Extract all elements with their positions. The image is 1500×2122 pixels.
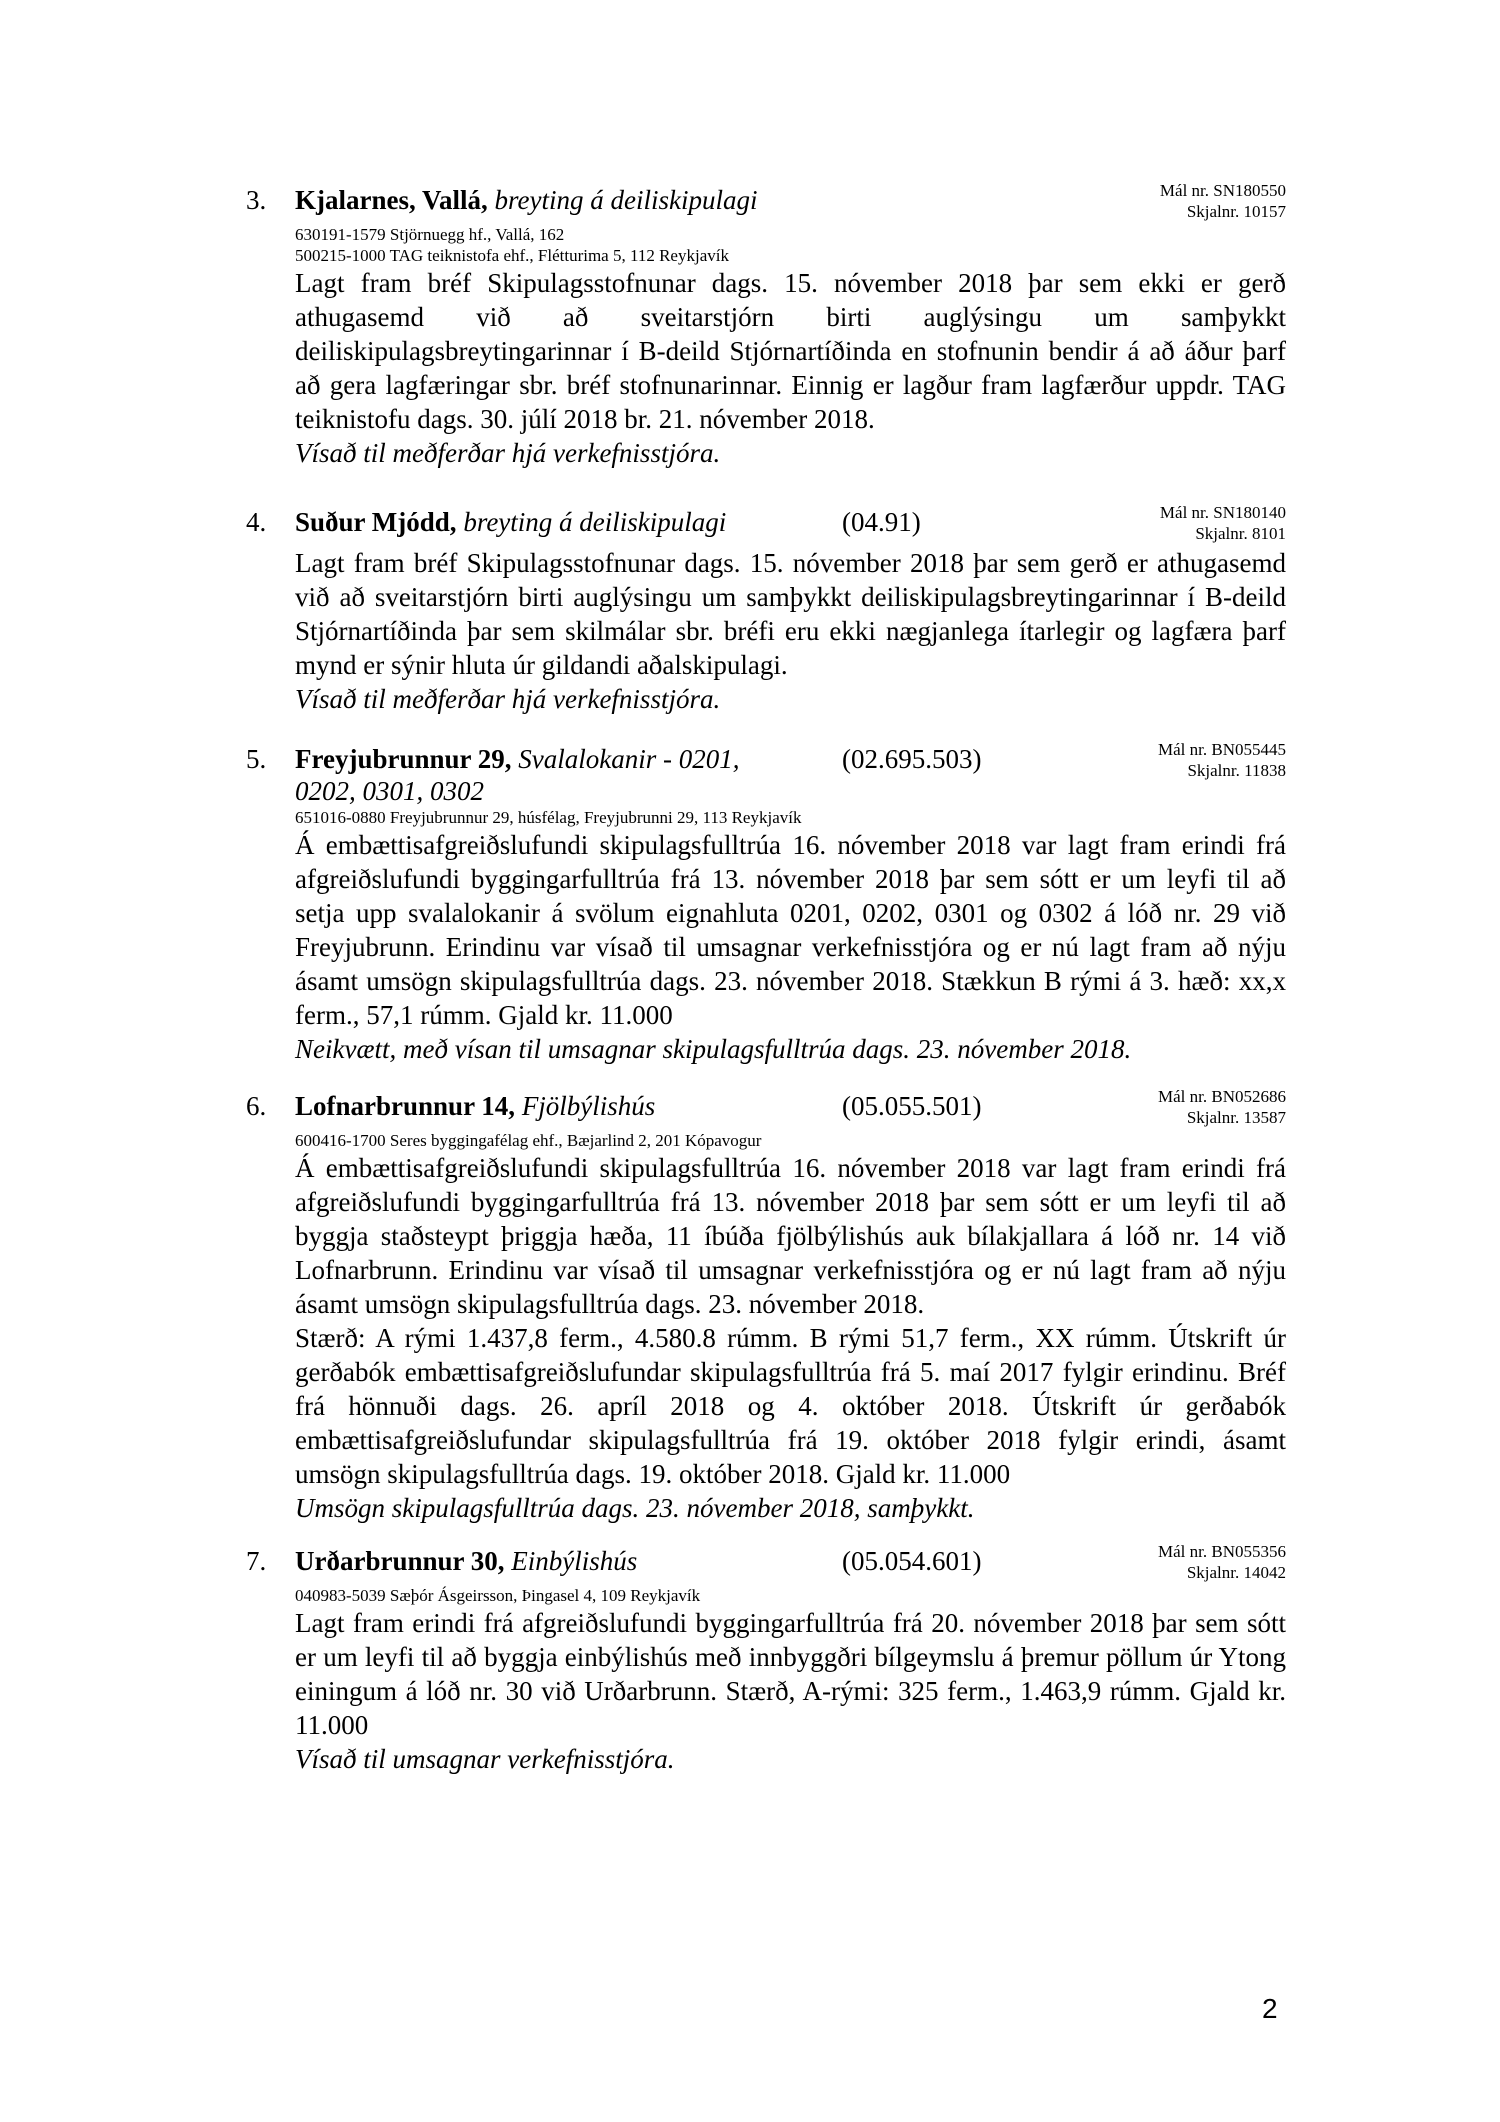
item-body <box>295 546 1286 682</box>
agenda-item <box>246 503 1286 716</box>
applicant-line: 630191-1579 Stjörnuegg hf., Vallá, 162 <box>295 225 565 244</box>
applicant-list <box>295 1130 1286 1151</box>
item-title-italic: Fjölbýlishús <box>521 1091 656 1121</box>
item-title-bold: Freyjubrunnur 29, <box>295 744 512 774</box>
item-header <box>246 1087 1286 1130</box>
agenda-item <box>246 740 1286 1066</box>
item-header <box>246 503 1286 546</box>
body-paragraph: Lagt fram bréf Skipulagsstofnunar dags. 15. nóvember 2018 þar sem gerð er athugasemd við að sveitarstjórn birti auglýsingu um samþykkt deiliskipulagsbreytingarinnar í B-deild Stjórnartíðinda þar sem skilmálar sbr. bréfi eru ekki nægjanlega ítarlegir og lagfæra þarf mynd er sýnir hluta úr gildandi aðalskipulagi. <box>295 548 1286 680</box>
case-number: Mál nr. BN055445 <box>1158 740 1286 759</box>
item-title-italic: breyting á deiliskipulagi <box>494 185 758 215</box>
item-conclusion: Neikvætt, með vísan til umsagnar skipulagsfulltrúa dags. 23. nóvember 2018. <box>295 1034 1132 1064</box>
document-number: Skjalnr. 10157 <box>1186 202 1286 221</box>
item-title <box>295 506 775 538</box>
item-title <box>295 184 775 216</box>
item-title-italic: Svalalokanir - 0201, 0202, 0301, 0302 <box>295 744 740 806</box>
case-number: Mál nr. BN055356 <box>1158 1542 1286 1561</box>
case-reference <box>1160 502 1286 544</box>
document-number: Skjalnr. 13587 <box>1186 1108 1286 1127</box>
item-conclusion: Vísað til meðferðar hjá verkefnisstjóra. <box>295 684 721 714</box>
agenda-item <box>246 1542 1286 1776</box>
applicant-list <box>295 807 1286 828</box>
body-paragraph: Lagt fram erindi frá afgreiðslufundi byggingarfulltrúa frá 20. nóvember 2018 þar sem sótt er um leyfi til að byggja einbýlishús með innbyggðri bílgeymslu á þremur pöllum úr Ytong einingum á lóð nr. 30 við Urðarbrunn. Stærð, A-rými: 325 ferm., 1.463,9 rúmm. Gjald kr. 11.000 <box>295 1608 1286 1740</box>
applicant-line: 500215-1000 TAG teiknistofa ehf., Flétturima 5, 112 Reykjavík <box>295 246 729 265</box>
item-header <box>246 740 1286 807</box>
item-title-italic: Einbýlishús <box>511 1546 638 1576</box>
case-reference <box>1158 739 1286 781</box>
document-number: Skjalnr. 11838 <box>1187 761 1286 780</box>
item-title-bold: Kjalarnes, Vallá, <box>295 185 488 215</box>
document-number: Skjalnr. 14042 <box>1186 1563 1286 1582</box>
case-reference <box>1158 1541 1286 1583</box>
land-code: (02.695.503) <box>842 744 982 774</box>
item-title <box>295 743 765 807</box>
case-number: Mál nr. BN052686 <box>1158 1087 1286 1106</box>
item-title-bold: Urðarbrunnur 30, <box>295 1546 505 1576</box>
item-body <box>295 828 1286 1032</box>
agenda-item <box>246 1087 1286 1525</box>
applicant-list <box>295 1585 1286 1606</box>
body-paragraph: Á embættisafgreiðslufundi skipulagsfulltrúa 16. nóvember 2018 var lagt fram erindi frá afgreiðslufundi byggingarfulltrúa frá 13. nóvember 2018 þar sem sótt er um leyfi til að setja upp svalalokanir á svölum eignahluta 0201, 0202, 0301 og 0302 á lóð nr. 29 við Freyjubrunn. Erindinu var vísað til umsagnar verkefnisstjóra og er nú lagt fram að nýju ásamt umsögn skipulagsfulltrúa dags. 23. nóvember 2018. Stækkun B rými á 3. hæð: xx,x ferm., 57,1 rúmm. Gjald kr. 11.000 <box>295 830 1286 1030</box>
item-number: 7. <box>246 1546 267 1576</box>
item-body <box>295 1606 1286 1742</box>
agenda-item <box>246 181 1286 470</box>
item-title-bold: Lofnarbrunnur 14, <box>295 1091 516 1121</box>
case-reference <box>1160 180 1286 222</box>
item-title <box>295 1090 775 1122</box>
body-paragraph: Á embættisafgreiðslufundi skipulagsfulltrúa 16. nóvember 2018 var lagt fram erindi frá afgreiðslufundi byggingarfulltrúa frá 13. nóvember 2018 þar sem sótt er um leyfi til að byggja staðsteypt þriggja hæða, 11 íbúða fjölbýlishús auk bílakjallara á lóð nr. 14 við Lofnarbrunn. Erindinu var vísað til umsagnar verkefnisstjóra og er nú lagt fram að nýju ásamt umsögn skipulagsfulltrúa dags. 23. nóvember 2018. <box>295 1153 1286 1319</box>
applicant-line: 040983-5039 Sæþór Ásgeirsson, Þingasel 4, 109 Reykjavík <box>295 1586 701 1605</box>
item-body <box>295 1151 1286 1491</box>
applicant-list <box>295 224 1286 266</box>
item-conclusion: Vísað til umsagnar verkefnisstjóra. <box>295 1744 675 1774</box>
body-paragraph: Lagt fram bréf Skipulagsstofnunar dags. 15. nóvember 2018 þar sem ekki er gerð athugasemd við að sveitarstjórn birti auglýsingu um samþykkt deiliskipulagsbreytingarinnar í B-deild Stjórnartíðinda en stofnunin bendir á að áður þarf að gera lagfæringar sbr. bréf stofnunarinnar. Einnig er lagður fram lagfærður uppdr. TAG teiknistofu dags. 30. júlí 2018 br. 21. nóvember 2018. <box>295 268 1286 434</box>
document-number: Skjalnr. 8101 <box>1195 524 1286 543</box>
item-title-bold: Suður Mjódd, <box>295 507 457 537</box>
case-number: Mál nr. SN180550 <box>1159 181 1286 200</box>
case-reference <box>1158 1086 1286 1128</box>
item-conclusion: Umsögn skipulagsfulltrúa dags. 23. nóvember 2018, samþykkt. <box>295 1493 975 1523</box>
item-number: 6. <box>246 1091 267 1121</box>
page-number: 2 <box>1262 1993 1278 2024</box>
item-number: 3. <box>246 185 267 215</box>
item-number: 4. <box>246 507 267 537</box>
item-header <box>246 181 1286 224</box>
case-number: Mál nr. SN180140 <box>1159 503 1286 522</box>
item-conclusion: Vísað til meðferðar hjá verkefnisstjóra. <box>295 438 721 468</box>
land-code: (04.91) <box>842 507 921 537</box>
land-code: (05.055.501) <box>842 1091 982 1121</box>
item-header <box>246 1542 1286 1585</box>
body-paragraph: Stærð: A rými 1.437,8 ferm., 4.580.8 rúmm. B rými 51,7 ferm., XX rúmm. Útskrift úr gerðabók embættisafgreiðslufundar skipulagsfulltrúa frá 5. maí 2017 fylgir erindinu. Bréf frá hönnuði dags. 26. apríl 2018 og 4. október 2018. Útskrift úr gerðabók embættisafgreiðslufundar skipulagsfulltrúa frá 19. október 2018 fylgir erindi, ásamt umsögn skipulagsfulltrúa dags. 19. október 2018. Gjald kr. 11.000 <box>295 1323 1286 1489</box>
land-code: (05.054.601) <box>842 1546 982 1576</box>
applicant-line: 600416-1700 Seres byggingafélag ehf., Bæjarlind 2, 201 Kópavogur <box>295 1131 762 1150</box>
applicant-line: 651016-0880 Freyjubrunnur 29, húsfélag, Freyjubrunni 29, 113 Reykjavík <box>295 808 802 827</box>
item-number: 5. <box>246 744 267 774</box>
item-title-italic: breyting á deiliskipulagi <box>463 507 727 537</box>
item-title <box>295 1545 775 1577</box>
item-body <box>295 266 1286 436</box>
